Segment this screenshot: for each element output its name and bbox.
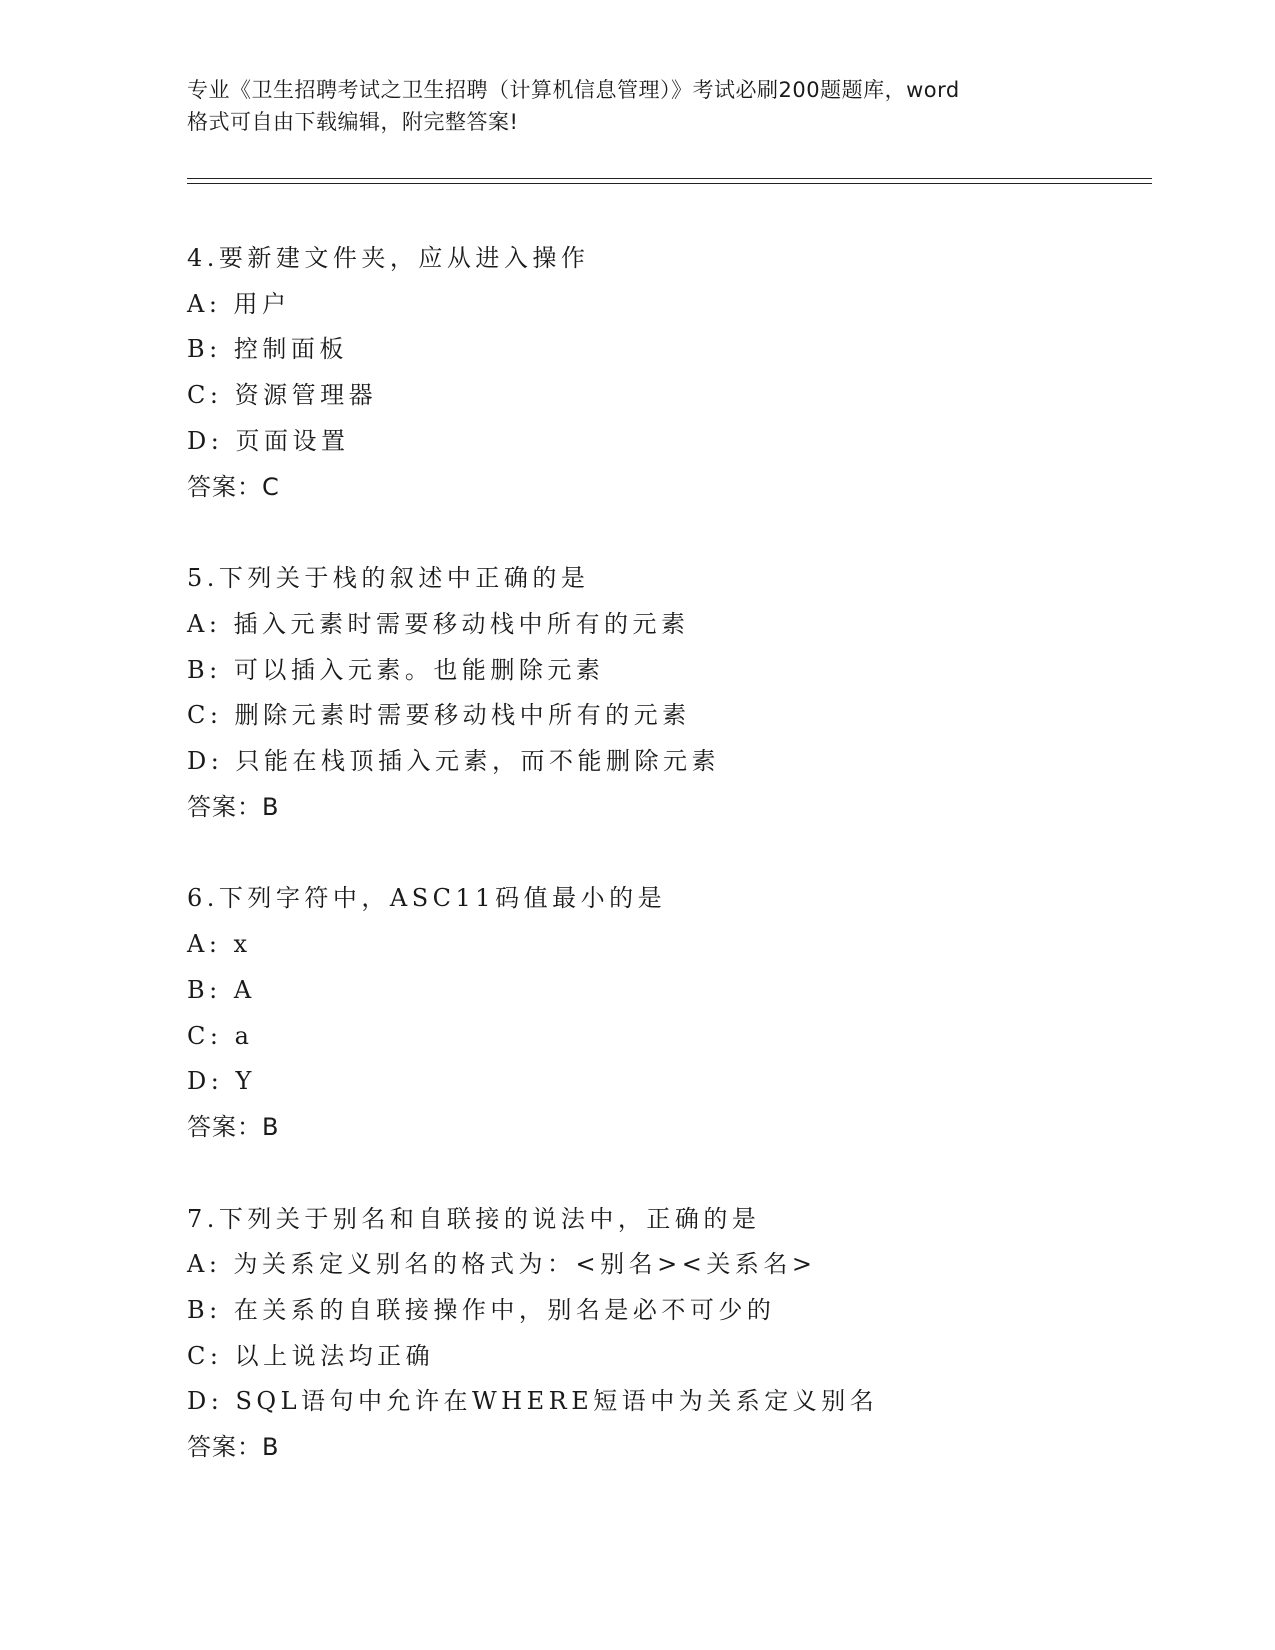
option-d: D: SQL语句中允许在WHERE短语中为关系定义别名 [187,1387,879,1416]
question-6 [187,876,1147,1150]
question-7 [187,1197,1147,1471]
option-a: A: 用户 [187,289,291,318]
answer-line: 答案：B [187,1112,280,1141]
header-rule-top [187,178,1152,179]
option-a: A: 为关系定义别名的格式为：<别名><关系名> [187,1250,817,1279]
answer-line: 答案：B [187,792,280,821]
option-c: C: a [187,1021,254,1050]
question-stem: 7.下列关于别名和自联接的说法中，正确的是 [187,1204,761,1233]
option-c: C: 删除元素时需要移动栈中所有的元素 [187,701,691,730]
question-stem: 5.下列关于栈的叙述中正确的是 [187,564,590,593]
header-line-1: 专业《卫生招聘考试之卫生招聘（计算机信息管理）》考试必刷200题题库，word [187,78,960,102]
answer-line: 答案：B [187,1433,280,1462]
option-c: C: 资源管理器 [187,381,378,410]
option-c: C: 以上说法均正确 [187,1341,435,1370]
option-b: B: 在关系的自联接操作中，别名是必不可少的 [187,1296,776,1325]
document-header [187,74,1087,138]
header-rule-bottom [187,183,1152,184]
question-4 [187,236,1147,510]
option-a: A: x [187,930,252,959]
question-list [187,236,1147,1517]
option-d: D: 只能在栈顶插入元素，而不能删除元素 [187,747,720,776]
header-line-2: 格式可自由下载编辑，附完整答案! [187,110,519,134]
option-b: B: 可以插入元素。也能删除元素 [187,655,605,684]
option-d: D: Y [187,1067,256,1096]
answer-line: 答案：C [187,472,280,501]
option-a: A: 插入元素时需要移动栈中所有的元素 [187,609,690,638]
question-stem: 6.下列字符中，ASC11码值最小的是 [187,884,667,913]
question-stem: 4.要新建文件夹，应从进入操作 [187,244,590,272]
option-b: B: A [187,975,256,1004]
question-5 [187,556,1147,830]
option-d: D: 页面设置 [187,426,350,455]
option-b: B: 控制面板 [187,335,348,364]
